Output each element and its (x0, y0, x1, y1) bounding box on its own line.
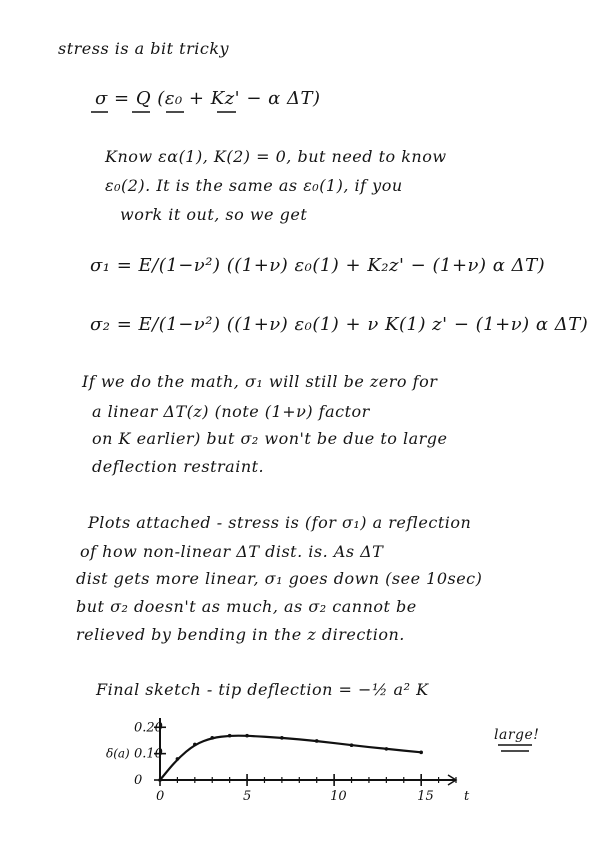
y-axis-label: δ(a) (106, 746, 130, 761)
large-note: large! (494, 727, 540, 743)
note-line-5: If we do the math, σ₁ will still be zero for (82, 372, 438, 391)
y-tick-label-0: 0 (134, 773, 143, 788)
x-tick-label-5: 5 (243, 789, 252, 804)
data-point-8 (350, 743, 354, 747)
note-line-9: Plots attached - stress is (for σ₁) a reflection (88, 513, 472, 532)
data-point-10 (419, 751, 423, 755)
data-point-3 (210, 736, 214, 740)
note-line-1: stress is a bit tricky (58, 39, 230, 58)
data-point-6 (280, 736, 284, 740)
x-axis-label: t (464, 789, 470, 804)
note-line-10: of how non-linear ΔT dist. is. As ΔT (80, 542, 384, 561)
note-line-3: ε₀(2). It is the same as ε₀(1), if you (105, 176, 403, 195)
note-line-7: on K earlier) but σ₂ won't be due to large (92, 429, 448, 448)
note-line-6: a linear ΔT(z) (note (1+ν) factor (92, 402, 370, 421)
data-point-5 (245, 734, 249, 738)
x-tick-label-15: 15 (417, 789, 434, 804)
equation-sigma-2: σ₂ = E/(1−ν²) ((1+ν) ε₀(1) + ν K(1) z' − (1+ν) α ΔT) (90, 314, 589, 335)
equation-sigma-1: σ₁ = E/(1−ν²) ((1+ν) ε₀(1) + K₂z' − (1+ν) α ΔT) (90, 255, 546, 276)
deflection-curve (160, 736, 421, 780)
x-tick-label-0: 0 (156, 789, 165, 804)
note-line-8: deflection restraint. (92, 457, 265, 476)
data-point-2 (193, 743, 197, 747)
data-point-4 (228, 734, 232, 738)
note-line-11: dist gets more linear, σ₁ goes down (see 10sec) (76, 569, 483, 588)
y-tick-label-0.2: 0.20 (134, 720, 163, 736)
main-equation: σ = Q (ε₀ + Kz' − α ΔT) (95, 88, 321, 109)
note-line-4: work it out, so we get (120, 205, 308, 224)
data-point-0 (158, 778, 162, 782)
y-tick-label-0.1: 0.10 (134, 746, 163, 762)
note-line-13: relieved by bending in the z direction. (76, 625, 405, 644)
data-point-9 (385, 747, 389, 751)
x-tick-label-10: 10 (330, 789, 347, 804)
note-line-12: but σ₂ doesn't as much, as σ₂ cannot be (76, 597, 417, 616)
note-line-2: Know εα(1), K(2) = 0, but need to know (105, 147, 447, 166)
note-line-14: Final sketch - tip deflection = −½ a² K (96, 680, 429, 699)
data-point-7 (315, 739, 319, 743)
data-point-1 (176, 757, 180, 761)
